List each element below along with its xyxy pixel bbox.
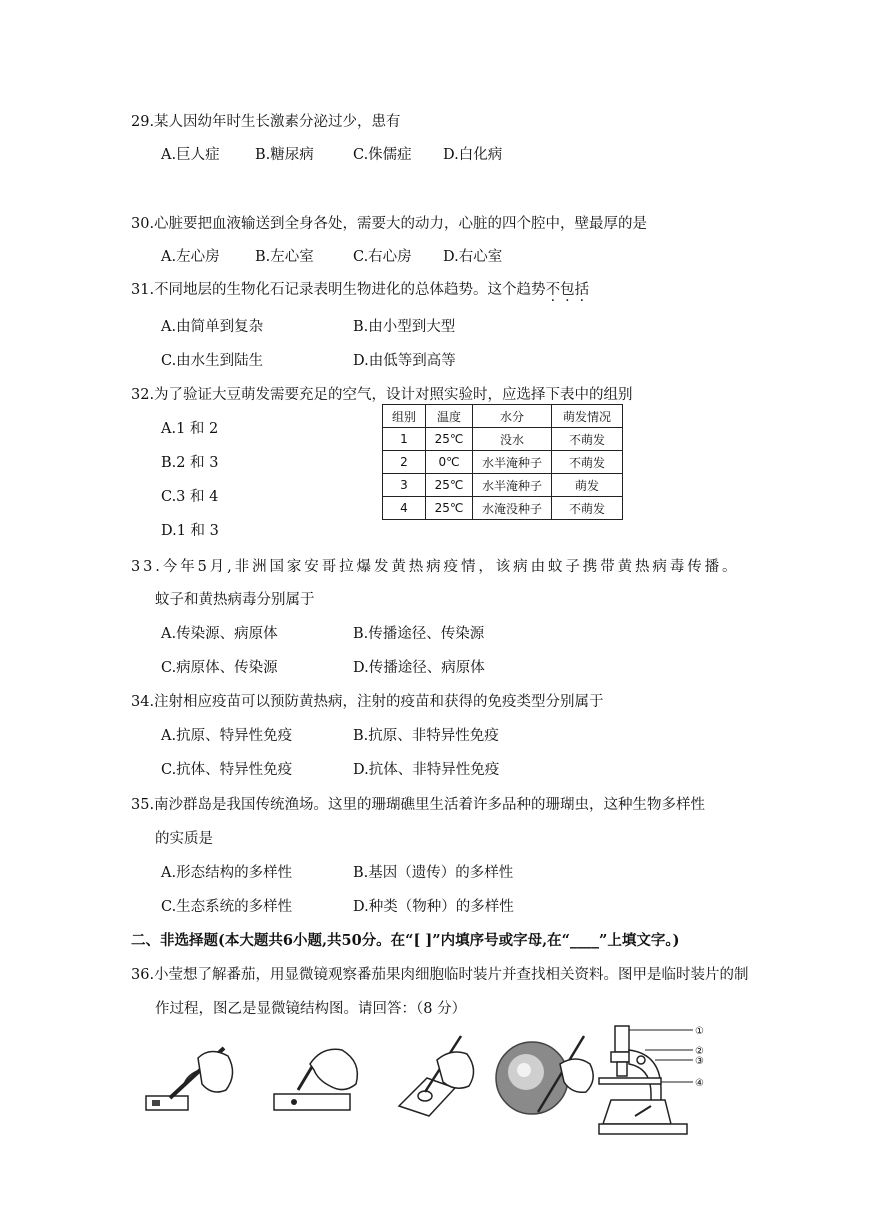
- q33-char: 该: [495, 559, 511, 575]
- q31-option-d: D.由低等到高等: [353, 353, 456, 369]
- q33-char: 黄: [391, 559, 406, 575]
- q33-char: 3: [131, 559, 141, 575]
- q33-char: 热: [635, 559, 650, 575]
- q35-option-b: B.基因（遗传）的多样性: [353, 865, 514, 881]
- q33-char: 传: [687, 559, 702, 575]
- microscope-label-4: ④: [695, 1078, 704, 1089]
- q32-stem: 32.为了验证大豆萌发需要充足的空气，设计对照实验时，应选择下表中的组别: [131, 387, 633, 403]
- table-header: 温度: [426, 405, 473, 428]
- q33-stem-line2: 蚊子和黄热病毒分别属于: [155, 592, 315, 608]
- q33-option-b: B.传播途径、传染源: [353, 626, 485, 642]
- q33-char: 播: [704, 559, 720, 575]
- q35-stem-line2: 的实质是: [155, 831, 213, 847]
- table-cell: 1: [383, 428, 426, 451]
- q34-option-d: D.抗体、非特异性免疫: [353, 762, 500, 778]
- q31-emphasis-char: 包: [560, 282, 575, 298]
- q29-option-a: A.巨人症: [161, 147, 220, 163]
- q30-option-a: A.左心房: [161, 249, 220, 265]
- q33-char: 。: [722, 559, 737, 575]
- slide-step-2-illustration: [270, 1040, 370, 1120]
- q29-option-c: C.侏儒症: [353, 147, 412, 163]
- q31-option-c: C.由水生到陆生: [161, 353, 264, 369]
- q33-char: 毒: [669, 559, 685, 575]
- q33-char: 子: [565, 559, 580, 575]
- q33-char: 今: [162, 559, 178, 575]
- q35-option-d: D.种类（物种）的多样性: [353, 899, 514, 915]
- q33-char: ,: [227, 559, 232, 575]
- q30-option-b: B.左心室: [255, 249, 314, 265]
- microscope-label-2: ②: [695, 1046, 704, 1057]
- slide-step-1-illustration: [140, 1040, 240, 1120]
- q31-emphasis-char: 不: [545, 282, 561, 298]
- q33-char: 情: [460, 559, 476, 575]
- q33-char: 黄: [617, 559, 633, 575]
- q32-option-b: B.2 和 3: [161, 455, 219, 471]
- q33-char: 由: [530, 559, 546, 575]
- q33-char: 家: [286, 559, 302, 575]
- table-cell: 萌发: [552, 474, 623, 497]
- q33-char: 携: [582, 559, 598, 575]
- q33-char: 年: [180, 559, 195, 575]
- slide-step-3-illustration: [385, 1030, 485, 1120]
- table-header: 组别: [383, 405, 426, 428]
- q33-char: 拉: [339, 559, 354, 575]
- q33-char: 带: [600, 559, 615, 575]
- q33-char: 安: [304, 559, 319, 575]
- q33-stem: [131, 560, 737, 575]
- table-row: [383, 451, 623, 474]
- table-header-row: [383, 405, 623, 428]
- table-cell: 没水: [473, 428, 552, 451]
- q30-option-d: D.右心室: [443, 249, 503, 265]
- q33-char: 病: [513, 559, 528, 575]
- q31-stem-text: 31.不同地层的生物化石记录表明生物进化的总体趋势。这个趋势: [131, 282, 546, 298]
- table-cell: 水淹没种子: [473, 497, 552, 520]
- q33-option-a: A.传染源、病原体: [161, 626, 278, 642]
- q35-option-c: C.生态系统的多样性: [161, 899, 293, 915]
- q33-char: 热: [408, 559, 424, 575]
- table-row: [383, 474, 623, 497]
- q34-stem: 34.注射相应疫苗可以预防黄热病，注射的疫苗和获得的免疫类型分别属于: [131, 694, 604, 710]
- q33-char: 洲: [252, 559, 267, 575]
- q32-option-c: C.3 和 4: [161, 489, 219, 505]
- q33-char: 国: [269, 559, 284, 575]
- table-cell: 25℃: [426, 497, 473, 520]
- q33-char: 病: [652, 559, 667, 575]
- q34-option-b: B.抗原、非特异性免疫: [353, 728, 499, 744]
- table-cell: 不萌发: [552, 428, 623, 451]
- q33-char: ，: [478, 559, 493, 575]
- table-cell: 0℃: [426, 451, 473, 474]
- q29-stem: 29.某人因幼年时生长激素分泌过少，患有: [131, 114, 401, 130]
- table-header: 水分: [473, 405, 552, 428]
- table-cell: 不萌发: [552, 497, 623, 520]
- q36-stem-line2: 作过程，图乙是显微镜结构图。请回答：（8 分）: [155, 1001, 467, 1017]
- q36-stem: 36.小莹想了解番茄，用显微镜观察番茄果肉细胞临时装片并查找相关资料。图甲是临时装片的制: [131, 967, 749, 983]
- q29-option-d: D.白化病: [443, 147, 503, 163]
- table-cell: 不萌发: [552, 451, 623, 474]
- q31-option-b: B.由小型到大型: [353, 319, 456, 335]
- q33-char: 3: [143, 559, 153, 575]
- q33-char: 月: [209, 559, 225, 575]
- q30-stem: 30.心脏要把血液输送到全身各处，需要大的动力，心脏的四个腔中，壁最厚的是: [131, 216, 648, 232]
- q33-char: 5: [197, 559, 207, 575]
- q33-char: 发: [373, 559, 389, 575]
- q33-char: 蚊: [547, 559, 563, 575]
- q35-option-a: A.形态结构的多样性: [161, 865, 293, 881]
- table-header: 萌发情况: [552, 405, 623, 428]
- q34-option-c: C.抗体、特异性免疫: [161, 762, 293, 778]
- seed-germination-table: [382, 404, 623, 520]
- table-cell: 2: [383, 451, 426, 474]
- microscope-diagram: [595, 1020, 725, 1140]
- table-cell: 4: [383, 497, 426, 520]
- section-title: 二、非选择题(本大题共6小题,共50分。在“[ ]”内填序号或字母,在“____”上填文字。): [131, 932, 680, 949]
- q32-option-a: A.1 和 2: [161, 421, 219, 437]
- table-cell: 25℃: [426, 428, 473, 451]
- microscope-label-1: ①: [695, 1026, 704, 1037]
- q29-option-b: B.糖尿病: [255, 147, 314, 163]
- q34-option-a: A.抗原、特异性免疫: [161, 728, 293, 744]
- q33-option-c: C.病原体、传染源: [161, 660, 278, 676]
- q33-char: 疫: [443, 559, 459, 575]
- table-cell: 3: [383, 474, 426, 497]
- q33-option-d: D.传播途径、病原体: [353, 660, 485, 676]
- table-cell: 水半淹种子: [473, 451, 552, 474]
- table-cell: 25℃: [426, 474, 473, 497]
- q31-option-a: A.由简单到复杂: [161, 319, 264, 335]
- q33-char: 爆: [356, 559, 372, 575]
- table-row: [383, 428, 623, 451]
- q33-char: 非: [234, 559, 250, 575]
- q31-stem: [131, 283, 589, 298]
- q30-option-c: C.右心房: [353, 249, 412, 265]
- tomato-illustration: [490, 1030, 600, 1120]
- q32-option-d: D.1 和 3: [161, 523, 219, 539]
- q33-char: 哥: [321, 559, 337, 575]
- q33-char: .: [155, 559, 160, 575]
- table-cell: 水半淹种子: [473, 474, 552, 497]
- microscope-label-3: ③: [695, 1056, 704, 1067]
- table-row: [383, 497, 623, 520]
- q35-stem: 35.南沙群岛是我国传统渔场。这里的珊瑚礁里生活着许多品种的珊瑚虫，这种生物多样性: [131, 797, 706, 813]
- q31-emphasis-char: 括: [574, 282, 590, 298]
- q33-char: 病: [426, 559, 441, 575]
